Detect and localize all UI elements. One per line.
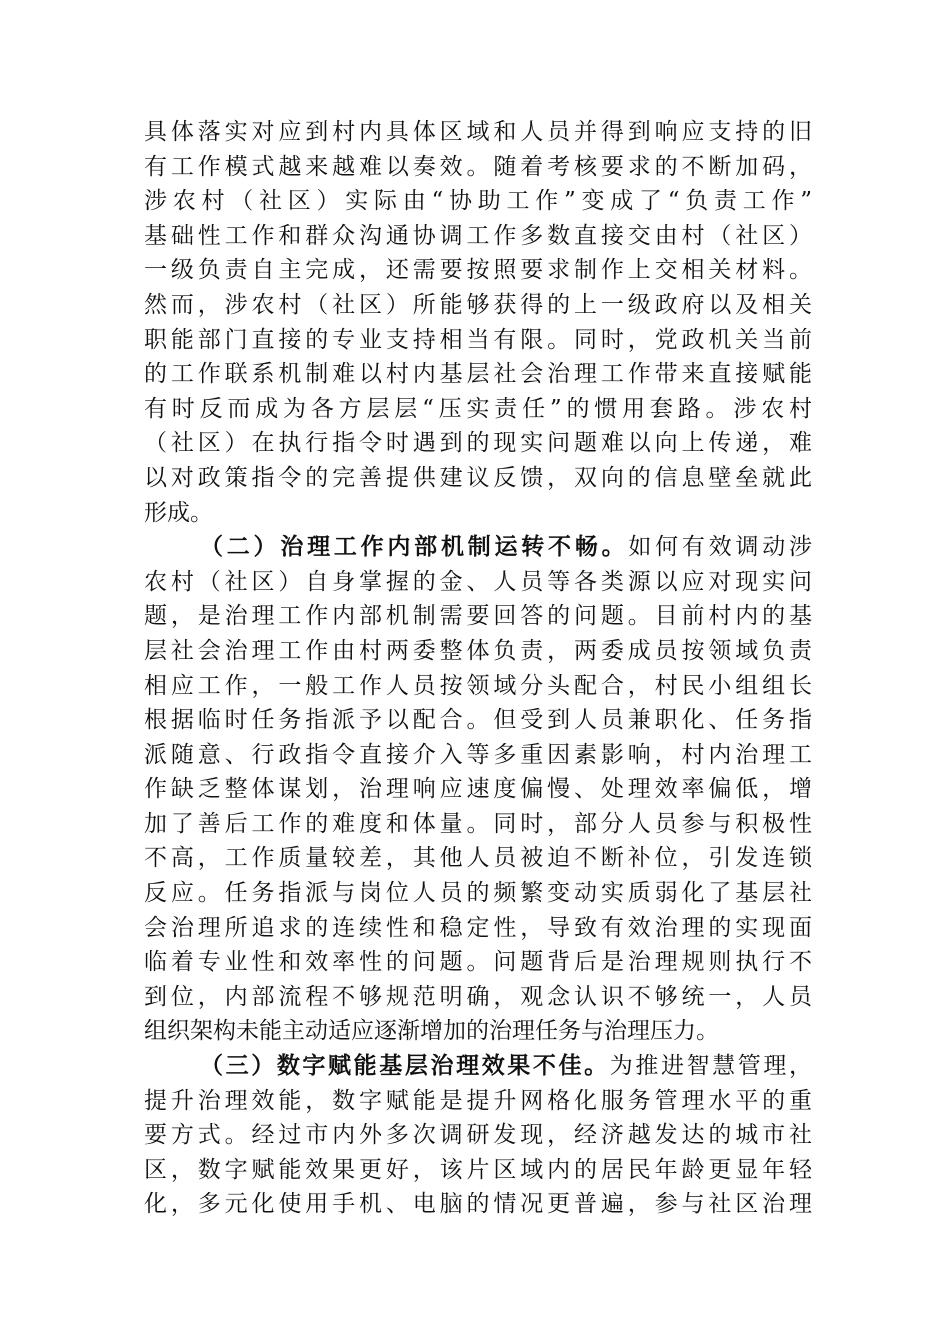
text-line: 组织架构未能主动适应逐渐增加的治理任务与治理压力。	[144, 1018, 719, 1045]
text-line: 作缺乏整体谋划，治理响应速度偏慢、处理效率偏低，增	[144, 776, 812, 803]
text-line: 形成。	[144, 499, 213, 526]
heading-line-rest: 为推进智慧管理，	[609, 1053, 813, 1080]
text-line: 会治理所追求的连续性和稳定性，导致有效治理的实现面	[144, 914, 812, 941]
text-line: 反应。任务指派与岗位人员的频繁变动实质弱化了基层社	[144, 880, 812, 907]
text-line: 要方式。经过市内外多次调研发现，经济越发达的城市社	[144, 1122, 812, 1149]
paragraph-first-line	[144, 1049, 812, 1084]
text-line: 到位，内部流程不够规范明确，观念认识不够统一，人员	[144, 983, 812, 1010]
text-line: 根据临时任务指派予以配合。但受到人员兼职化、任务指	[144, 707, 812, 734]
heading-line-rest: 如何有效调动涉	[628, 534, 813, 561]
paragraph-1	[144, 115, 812, 530]
text-line: 基础性工作和群众沟通协调工作多数直接交由村（社区）	[144, 222, 812, 249]
paragraph-first-line	[144, 530, 812, 565]
text-line: 有时反而成为各方层层“压实责任”的惯用套路。涉农村	[144, 395, 812, 422]
text-line: 区，数字赋能效果更好，该片区域内的居民年龄更显年轻	[144, 1156, 812, 1183]
text-line: 以对政策指令的完善提供建议反馈，双向的信息壁垒就此	[144, 464, 812, 491]
text-line: 然而，涉农村（社区）所能够获得的上一级政府以及相关	[144, 291, 812, 318]
text-line: （社区）在执行指令时遇到的现实问题难以向上传递，难	[144, 430, 812, 457]
text-line: 有工作模式越来越难以奏效。随着考核要求的不断加码，	[144, 153, 812, 180]
document-body	[144, 115, 812, 1222]
section-heading: （三）数字赋能基层治理效果不佳。	[200, 1052, 610, 1080]
text-line: 一级负责自主完成，还需要按照要求制作上交相关材料。	[144, 257, 812, 284]
text-line: 农村（社区）自身掌握的金、人员等各类源以应对现实问	[144, 568, 812, 595]
text-line: 职能部门直接的专业支持相当有限。同时，党政机关当前	[144, 326, 812, 353]
paragraph-2	[144, 530, 812, 1049]
text-line: 临着专业性和效率性的问题。问题背后是治理规则执行不	[144, 949, 812, 976]
text-line: 不高，工作质量较差，其他人员被迫不断补位，引发连锁	[144, 845, 812, 872]
section-heading: （二）治理工作内部机制运转不畅。	[200, 533, 629, 561]
text-line: 层社会治理工作由村两委整体负责，两委成员按领域负责	[144, 637, 812, 664]
text-line: 的工作联系机制难以村内基层社会治理工作带来直接赋能	[144, 361, 812, 388]
text-line: 题，是治理工作内部机制需要回答的问题。目前村内的基	[144, 603, 812, 630]
paragraph-3	[144, 1049, 812, 1222]
text-line: 加了善后工作的难度和体量。同时，部分人员参与积极性	[144, 810, 812, 837]
text-line: 具体落实对应到村内具体区域和人员并得到响应支持的旧	[144, 119, 812, 145]
text-line: 相应工作，一般工作人员按领域分头配合，村民小组组长	[144, 672, 812, 699]
text-line: 化，多元化使用手机、电脑的情况更普遍，参与社区治理	[144, 1191, 812, 1218]
text-line: 派随意、行政指令直接介入等多重因素影响，村内治理工	[144, 741, 812, 768]
text-line: 涉农村（社区）实际由“协助工作”变成了“负责工作”	[144, 188, 812, 215]
text-line: 提升治理效能，数字赋能是提升网格化服务管理水平的重	[144, 1087, 812, 1114]
